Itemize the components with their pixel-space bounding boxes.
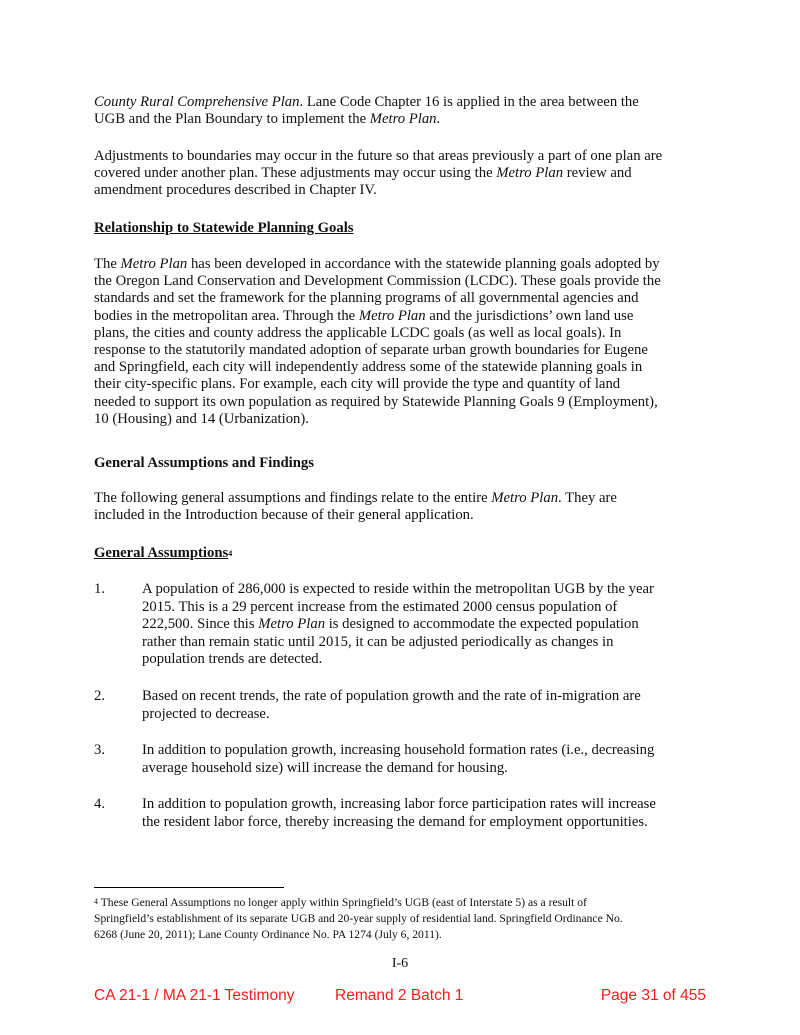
text-line	[94, 94, 706, 111]
text-segment: projected to decrease.	[142, 705, 270, 722]
paragraph-statewide-goals	[94, 256, 706, 428]
text-line	[142, 599, 706, 617]
text-line	[94, 376, 706, 393]
text-line	[142, 760, 706, 778]
text-line	[142, 688, 706, 706]
italic-text: Metro Plan	[358, 307, 426, 324]
text-line	[142, 706, 706, 724]
text-segment: and Springfield, each city will independently address some of the statewide planning goals in	[94, 359, 643, 376]
text-segment: average household size) will increase the demand for housing.	[142, 759, 508, 776]
text-line	[94, 507, 706, 524]
text-line	[142, 651, 706, 669]
text-line	[94, 490, 706, 507]
text-segment: has been developed in accordance with the statewide planning goals adopted by	[187, 256, 660, 272]
text-segment: UGB and the Plan Boundary to implement the	[94, 111, 370, 128]
footnote-marker: 4	[94, 897, 98, 906]
text-line	[142, 634, 706, 652]
paragraph-boundary-adjustments	[94, 148, 706, 200]
italic-text: County Rural Comprehensive Plan	[94, 94, 300, 110]
text-segment: rather than remain static until 2015, it can be adjusted periodically as changes in	[142, 633, 614, 650]
text-segment: response to the statutorily mandated adoption of separate urban growth boundaries for Eugene	[94, 342, 648, 359]
heading-general-assumptions	[94, 545, 706, 562]
text-line	[142, 814, 706, 832]
footnote-reference: 4	[228, 549, 233, 558]
text-line	[142, 616, 706, 634]
text-line	[94, 359, 706, 376]
list-number: 1.	[94, 581, 106, 597]
list-item-text	[142, 796, 706, 831]
paragraph-assumptions-intro	[94, 490, 706, 524]
text-line	[142, 581, 706, 599]
footer-page-count: Page 31 of 455	[600, 987, 706, 1004]
italic-text: Metro Plan	[496, 165, 564, 182]
text-segment: and the jurisdictions’ own land use	[425, 307, 634, 324]
text-segment: A population of 286,000 is expected to reside within the metropolitan UGB by the year	[142, 581, 654, 597]
text-segment: needed to support its own population as required by Statewide Planning Goals 9 (Employment),	[94, 393, 658, 410]
text-line	[94, 273, 706, 290]
text-segment: covered under another plan. These adjustments may occur using the	[94, 165, 497, 182]
text-segment: review and	[563, 165, 632, 182]
list-number: 2.	[94, 688, 106, 704]
text-line	[94, 394, 706, 411]
text-segment: Based on recent trends, the rate of population growth and the rate of in-migration are	[142, 688, 641, 704]
text-segment: 2015. This is a 29 percent increase from the estimated 2000 census population of	[142, 598, 618, 615]
text-segment: . Lane Code Chapter 16 is applied in the area between the	[299, 94, 639, 110]
text-line	[94, 308, 706, 325]
text-segment: bodies in the metropolitan area. Through the	[94, 307, 359, 324]
text-segment: Adjustments to boundaries may occur in the future so that areas previously a part of one plan are	[94, 148, 663, 164]
list-item-text	[142, 742, 706, 777]
text-line	[94, 220, 706, 237]
text-line	[94, 165, 706, 182]
heading-assumptions-findings	[94, 455, 706, 472]
text-line	[94, 290, 706, 307]
list-number: 4.	[94, 796, 106, 812]
text-segment: The	[94, 256, 121, 272]
text-segment: 222,500. Since this	[142, 616, 259, 633]
text-segment: population trends are detected.	[142, 651, 323, 668]
text-segment: amendment procedures described in Chapter IV.	[94, 182, 377, 199]
text-line	[94, 325, 706, 342]
text-segment: plans, the cities and county address the applicable LCDC goals (as well as local goals). In	[94, 324, 622, 341]
text-line	[142, 742, 706, 760]
footer-batch-label: Remand 2 Batch 1	[335, 987, 464, 1004]
text-segment: In addition to population growth, increasing labor force participation rates will increase	[142, 796, 656, 812]
footnote-line: 6268 (June 20, 2011); Lane County Ordinance No. PA 1274 (July 6, 2011).	[94, 928, 442, 941]
footer-testimony-label: CA 21-1 / MA 21-1 Testimony	[94, 987, 295, 1004]
list-item-text	[142, 688, 706, 723]
paragraph-plan-boundary	[94, 94, 706, 128]
text-segment: . They are	[558, 490, 617, 506]
footnote	[94, 895, 706, 943]
text-segment: their city-specific plans. For example, each city will provide the type and quantity of land	[94, 376, 621, 393]
footnote-divider	[94, 887, 284, 888]
text-segment: .	[436, 111, 441, 128]
text-segment: the Oregon Land Conservation and Development Commission (LCDC). These goals provide the	[94, 273, 661, 290]
list-item-text	[142, 581, 706, 669]
text-line	[94, 411, 706, 428]
text-segment: the resident labor force, thereby increasing the demand for employment opportunities.	[142, 813, 648, 830]
italic-text: Metro Plan	[491, 490, 559, 506]
page-number: I-6	[391, 956, 409, 971]
text-line	[94, 111, 706, 128]
text-line	[94, 182, 706, 199]
text-segment: The following general assumptions and findings relate to the entire	[94, 490, 492, 506]
text-segment: included in the Introduction because of their general application.	[94, 507, 474, 524]
italic-text: Metro Plan	[120, 256, 188, 272]
footnote-line: Springfield’s establishment of its separate UGB and 20-year supply of residential land. Springfield Ordinance No.	[94, 912, 623, 925]
text-line	[142, 796, 706, 814]
text-line	[94, 342, 706, 359]
text-segment: General Assumptions	[94, 545, 229, 561]
text-segment: 10 (Housing) and 14 (Urbanization).	[94, 410, 309, 427]
text-line	[94, 455, 706, 472]
text-segment: Relationship to Statewide Planning Goals	[94, 220, 354, 236]
text-segment: In addition to population growth, increasing household formation rates (i.e., decreasing	[142, 742, 655, 758]
text-line	[94, 545, 706, 562]
list-number: 3.	[94, 742, 106, 758]
text-segment: General Assumptions and Findings	[94, 455, 314, 471]
heading-statewide-goals	[94, 220, 706, 237]
text-line	[94, 148, 706, 165]
italic-text: Metro Plan	[369, 111, 437, 128]
text-line	[94, 256, 706, 273]
italic-text: Metro Plan	[258, 616, 326, 633]
text-segment: is designed to accommodate the expected population	[325, 616, 639, 633]
text-segment: standards and set the framework for the planning programs of all governmental agencies and	[94, 290, 639, 307]
footnote-line: These General Assumptions no longer apply within Springfield’s UGB (east of Interstate 5) as a result of	[100, 896, 587, 909]
